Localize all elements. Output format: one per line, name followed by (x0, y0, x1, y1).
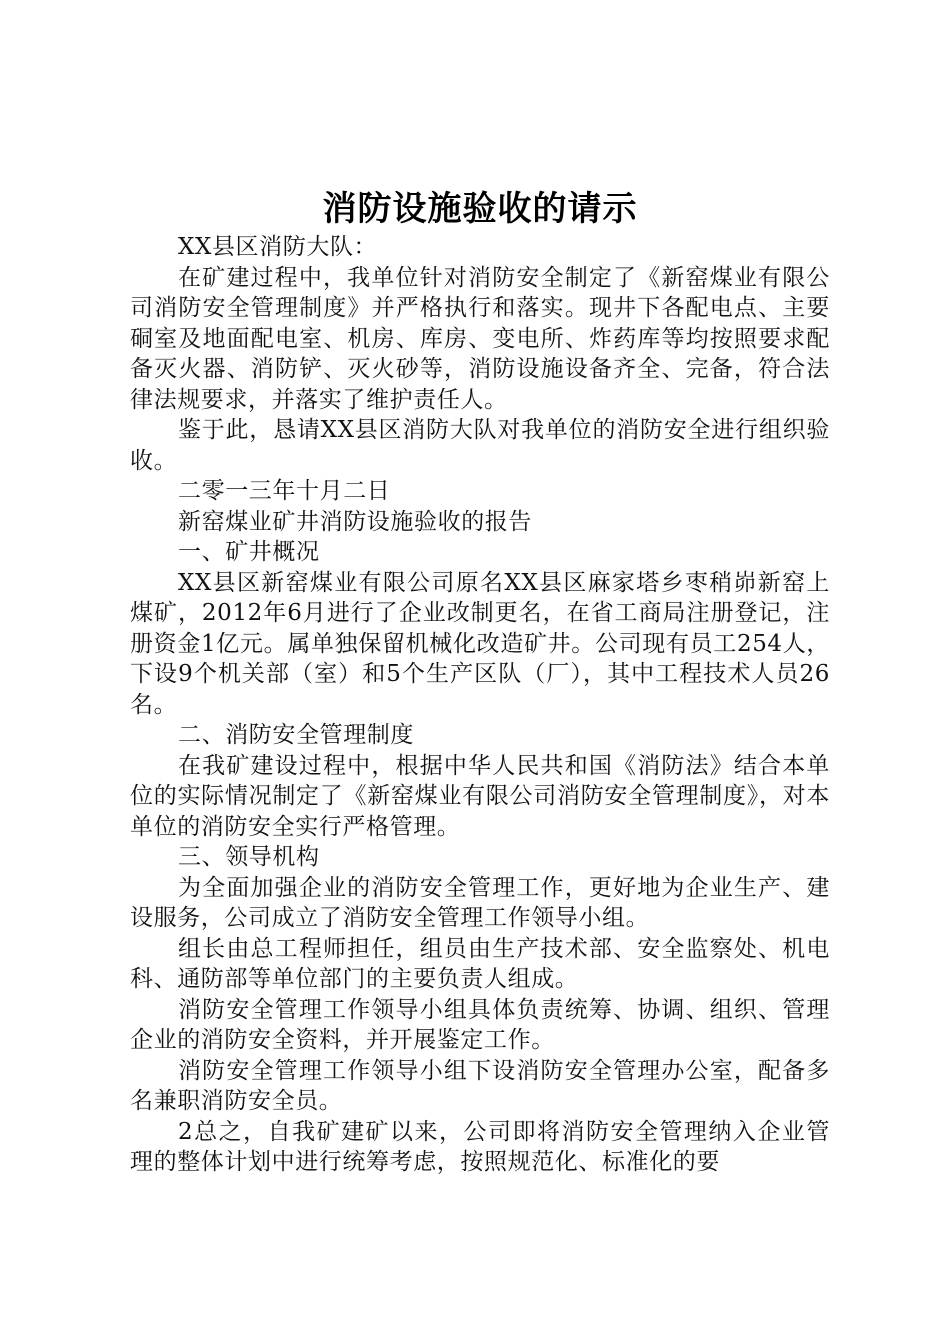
date-line: 二零一三年十月二日 (178, 478, 391, 504)
paragraph-mine-overview: XX县区新窑煤业有限公司原名XX县区麻家塔乡枣稍峁新窑上煤矿，2012年6月进行了企业改制更名，在省工商局注册登记，注册资金1亿元。属单独保留机械化改造矿井。公司现有员工254人，下设9个机关部（室）和5个生产区队（厂），其中工程技术人员26名。 (130, 569, 830, 718)
report-title: 新窑煤业矿井消防设施验收的报告 (178, 508, 532, 535)
section-heading-2: 二、消防安全管理制度 (178, 722, 414, 748)
section-heading-1: 一、矿井概况 (178, 539, 320, 565)
document-body (130, 232, 830, 1178)
paragraph-leadership-group: 为全面加强企业的消防安全管理工作，更好地为企业生产、建设服务，公司成立了消防安全管理工作领导小组。 (130, 874, 830, 931)
paragraph-management-system: 在我矿建设过程中，根据中华人民共和国《消防法》结合本单位的实际情况制定了《新窑煤业有限公司消防安全管理制度》，对本单位的消防安全实行严格管理。 (130, 752, 830, 840)
salutation: XX县区消防大队： (178, 234, 378, 260)
paragraph-group-members: 组长由总工程师担任，组员由生产技术部、安全监察处、机电科、通防部等单位部门的主要负责人组成。 (130, 935, 830, 992)
paragraph-request-background: 在矿建过程中，我单位针对消防安全制定了《新窑煤业有限公司消防安全管理制度》并严格执行和落实。现井下各配电点、主要硐室及地面配电室、机房、库房、变电所、炸药库等均按照要求配备灭火器、消防铲、灭火砂等，消防设施设备齐全、完备，符合法律法规要求，并落实了维护责任人。 (130, 264, 830, 413)
paragraph-request: 鉴于此，恳请XX县区消防大队对我单位的消防安全进行组织验收。 (130, 417, 830, 474)
paragraph-summary: 2总之，自我矿建矿以来，公司即将消防安全管理纳入企业管理的整体计划中进行统筹考虑，按照规范化、标准化的要 (130, 1118, 830, 1175)
paragraph-group-duties: 消防安全管理工作领导小组具体负责统筹、协调、组织、管理企业的消防安全资料，并开展鉴定工作。 (130, 996, 830, 1053)
section-heading-3: 三、领导机构 (178, 844, 320, 870)
document-title: 消防设施验收的请示 (322, 189, 638, 229)
paragraph-office: 消防安全管理工作领导小组下设消防安全管理办公室，配备多名兼职消防安全员。 (130, 1057, 830, 1114)
